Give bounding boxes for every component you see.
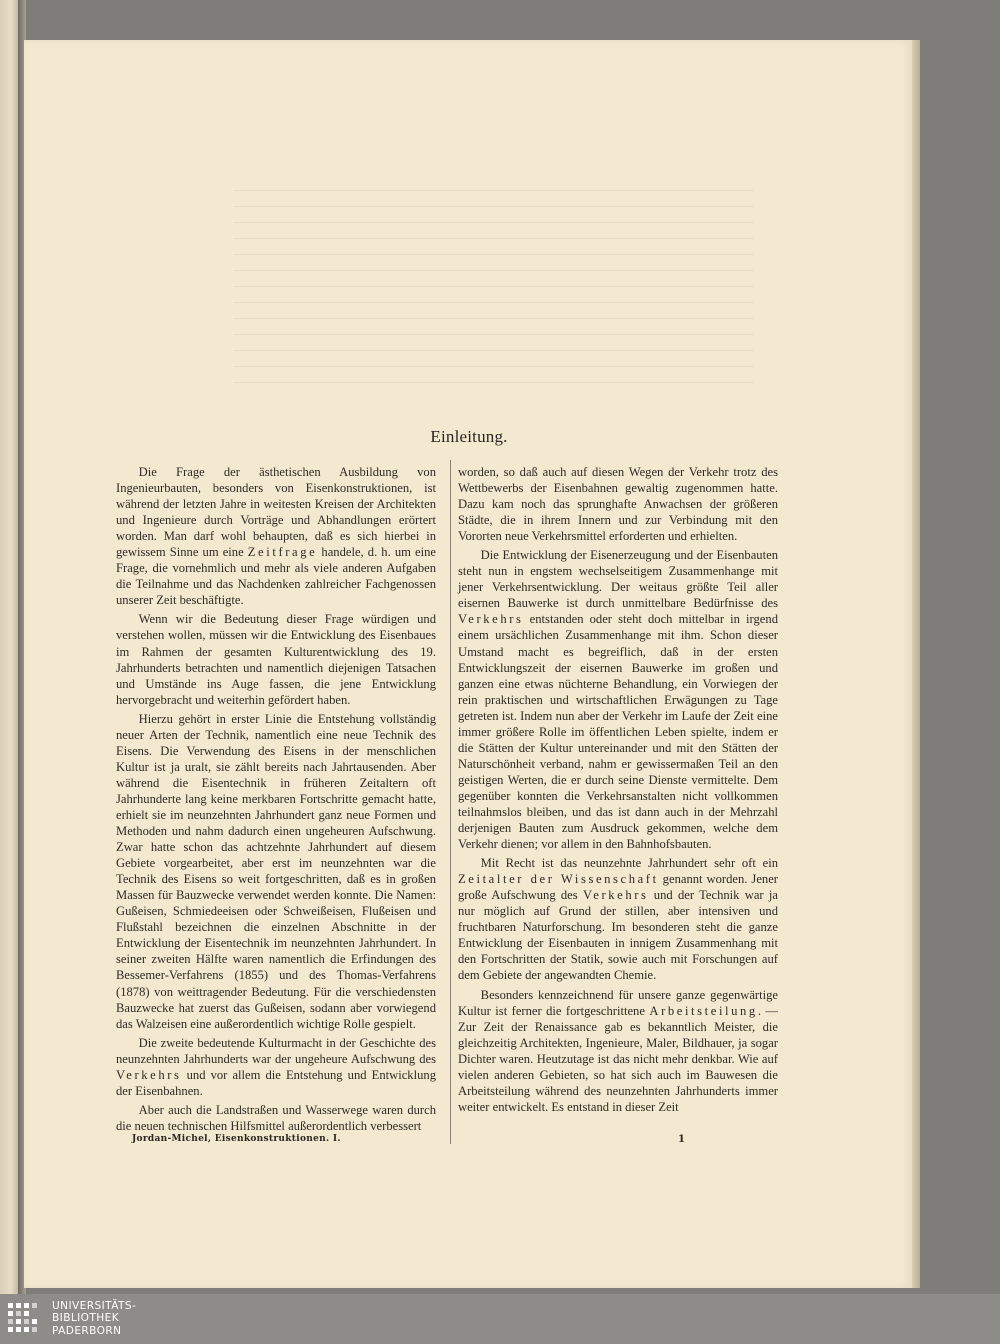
paragraph: Mit Recht ist das neunzehnte Jahrhundert sehr oft ein Zeitalter der Wissenschaft genannt worden. Jener große Aufschwung des Verkehrs und der Technik war ja nur möglich auf Grund der stillen, aber intensiven und fruchtbaren Naturforschung. Im besonderen steht die ganze Entwicklung der Eisenbauten in innigem Zusammenhang mit den Fortschritten der Statik, sowie auch mit Forschungen auf dem Gebiete der angewandten Chemie. <box>458 856 778 983</box>
paragraph: Wenn wir die Bedeutung dieser Frage würdigen und verstehen wollen, müssen wir die Entwicklung des Eisenbaues im Rahmen der gesamten Kulturentwicklung des 19. Jahrhunderts betrachten und namentlich diejenigen Tatsachen und Umstände ins Auge fassen, die jene Entwicklung hervorgebracht und weiterhin gefördert haben. <box>116 612 436 707</box>
paragraph: Besonders kennzeichnend für unsere ganze gegenwärtige Kultur ist ferner die fortgeschrittene Arbeitsteilung. — Zur Zeit der Renaissance gab es bekanntlich Meister, die gleichzeitig Architekten, Ingenieure, Maler, Bildhauer, ja sogar Dichter waren. Heutzutage ist das nicht mehr denkbar. Wie auf vielen anderen Gebieten, so hat sich auch im Bauwesen die Arbeitsteilung während des neunzehnten Jahrhunderts immer weiter entwickelt. Es entstand in dieser Zeit <box>458 987 778 1114</box>
paragraph: Die Frage der ästhetischen Ausbildung von Ingenieurbauten, besonders von Eisenkonstruktionen, ist während der letzten Jahre in weitesten Kreisen der Architekten und Ingenieure durch Vorträge und Abhandlungen erörtert worden. Man darf wohl behaupten, daß es sich hierbei in gewissem Sinne um eine Zeitfrage handele, d. h. um eine Frage, die vornehmlich und mehr als viele anderen Aufgaben die Teilnahme und das Nachdenken zahlreicher Fachgenossen unserer Zeit beschäftigte. <box>116 465 436 608</box>
page-edge <box>912 40 920 1288</box>
page-number: 1 <box>678 1134 685 1145</box>
paragraph: Die zweite bedeutende Kulturmacht in der Geschichte des neunzehnten Jahrhunderts war der ungeheure Aufschwung des Verkehrs und vor allem die Entstehung und Entwicklung der Eisenbahnen. <box>116 1035 436 1098</box>
previous-page-edge <box>0 0 20 1294</box>
paragraph: Hierzu gehört in erster Linie die Entstehung vollständig neuer Arten der Technik, namentlich eine neue Technik des Eisens. Die Verwendung des Eisens in der menschlichen Kultur ist ja uralt, sie zählt bereits nach Jahrtausenden. Aber während die Eisentechnik in früheren Zeitaltern oft Jahrhunderte lang keine merkbaren Fortschritte gemacht hatte, erhielt sie im neunzehnten Jahrhundert ganz neue Formen und Methoden und nahm dadurch einen ungeheuren Aufschwung. Zwar hatte schon das achtzehnte Jahrhundert auf diesem Gebiete vorgearbeitet, aber erst im neunzehnten war die Technik des Eisens so weit fortgeschritten, daß es in großen Massen für Bauzwecke verwendet werden konnte. Die Namen: Gußeisen, Schmiedeeisen oder Schweißeisen, Flußeisen und Flußstahl bezeichnen die einzelnen Abschnitte in der Entwicklung der Eisentechnik im neunzehnten Jahrhundert. In seiner zweiten Hälfte waren namentlich die Erfindungen des Bessemer-Verfahrens (1855) und des Thomas-Verfahrens (1878) von weittragender Bedeutung. Für die verschiedensten Bauzwecke hat zuerst das Gußeisen, sodann aber vorwiegend das Walzeisen eine außerordentlich wichtige Rolle gespielt. <box>116 711 436 1031</box>
library-logo-icon <box>6 1299 48 1341</box>
running-footer: Jordan-Michel, Eisenkonstruktionen. I. <box>132 1134 341 1144</box>
page-title: Einleitung. <box>430 427 508 446</box>
text-column-right <box>458 464 778 1118</box>
book-page <box>24 40 914 1288</box>
paragraph: Aber auch die Landstraßen und Wasserwege waren durch die neuen technischen Hilfsmittel außerordentlich verbessert <box>116 1102 436 1133</box>
column-divider <box>450 460 451 1144</box>
paragraph: Die Entwicklung der Eisenerzeugung und der Eisenbauten steht nun in engstem wechselseitigem Zusammenhange mit jener Verkehrsentwicklung. Der weitaus größte Teil aller eisernen Bauwerke ist durch unmittelbare Bedürfnisse des Verkehrs entstanden oder steht doch mittelbar in irgend einem ursächlichen Zusammenhange mit ihm. Schon dieser Umstand macht es begreiflich, daß in der ersten Entwicklungszeit der eisernen Bauwerke im großen und ganzen eine etwas nüchterne Behandlung, ein Vorwiegen der rein praktischen und wirtschaftlichen Erwägungen zu Tage getreten ist. Indem nun aber der Verkehr im Laufe der Zeit eine immer größere Rolle im öffentlichen Leben spielte, indem er die Stätten der Kultur untereinander und mit den Stätten der Naturschönheit verband, nahm er gewissermaßen Teil an den geistigen Werten, die er durch seine Dienste vermittelte. Dem gegenüber konnten die Verkehrsanstalten nicht vollkommen teilnahmslos bleiben, und das ist dann auch in der Mehrzahl derjenigen Bauten zum Ausdruck gekommen, welche dem Verkehr dienen; vor allem in den Bahnhofsbauten. <box>458 548 778 852</box>
library-logo-text: UNIVERSITÄTS- BIBLIOTHEK PADERBORN <box>52 1300 137 1337</box>
text-column-left <box>116 464 436 1137</box>
paragraph-continued: worden, so daß auch auf diesen Wegen der Verkehr trotz des Wettbewerbs der Eisenbahnen gewaltig zugenommen hatte. Dazu kam noch das sprunghafte Anwachsen der größeren Städte, die in ihrem Innern und zur Verbindung mit den Vororten neue Verkehrsmittel erforderten und erhielten. <box>458 465 778 544</box>
show-through-text <box>234 190 754 390</box>
